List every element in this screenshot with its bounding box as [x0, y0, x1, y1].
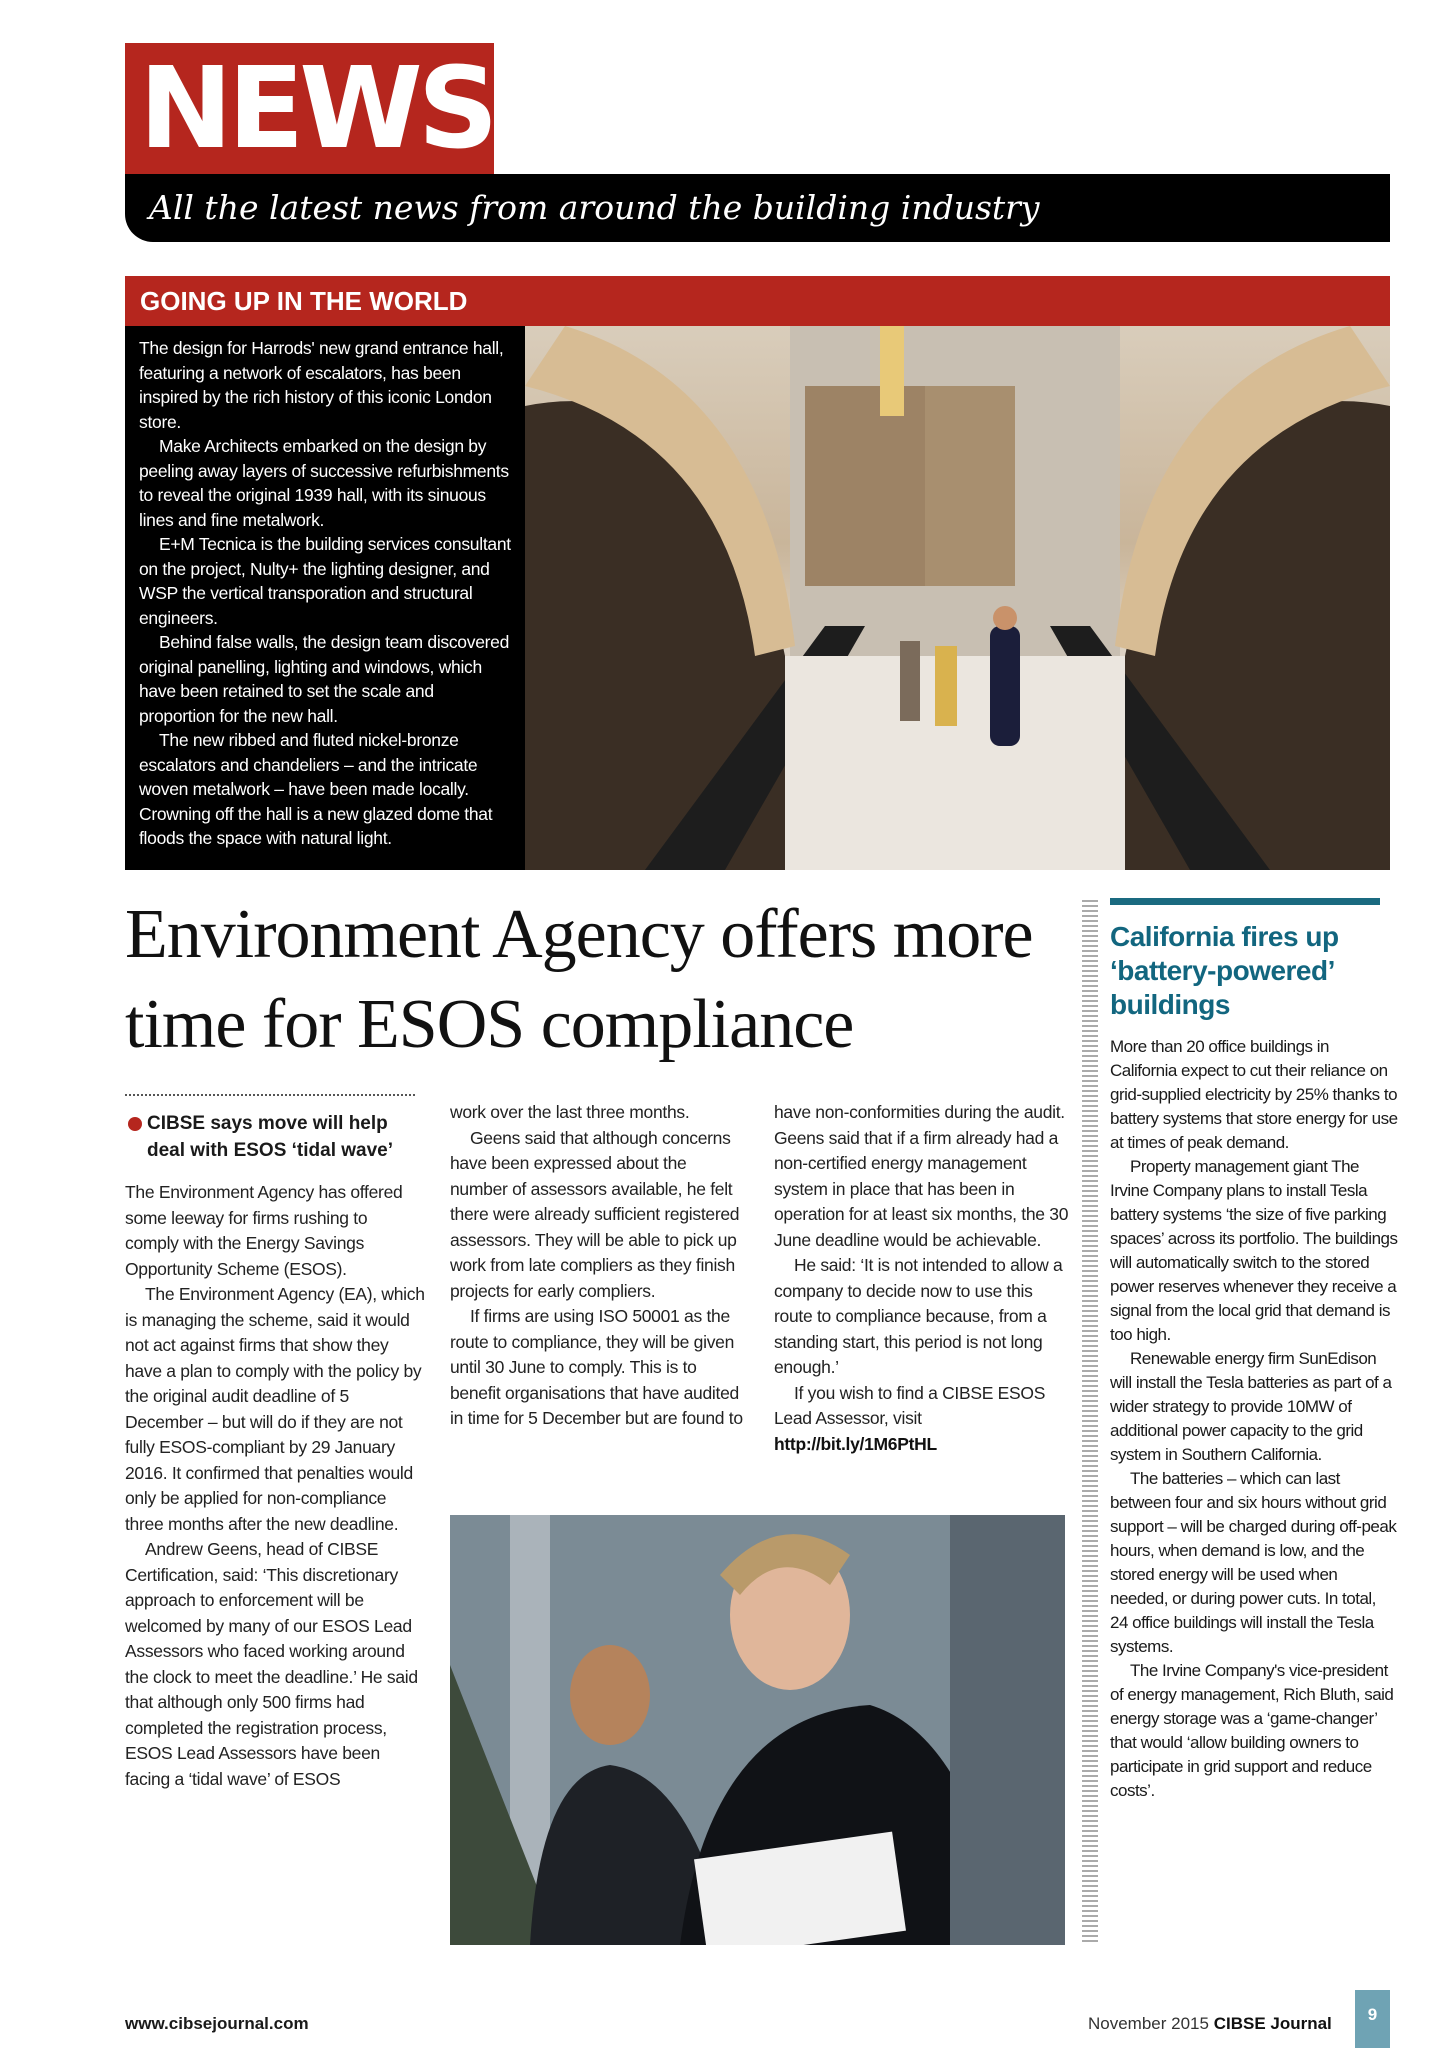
article-column-3 [774, 1100, 1069, 1457]
feature-paragraph: The new ribbed and fluted nickel-bronze escalators and chandeliers – and the intricate woven metalwork – have been made locally. Crowning off the hall is a new glazed dome that floods the space with natural light. [139, 730, 493, 848]
side-article-rule [1110, 898, 1380, 905]
article-paragraph: Geens said that although concerns have been expressed about the number of assessors available, he felt there were already sufficient registered assessors. They will be able to pick up work from late compliers as they finish projects for early compliers. [450, 1127, 740, 1301]
journal-name: CIBSE Journal [1213, 2014, 1332, 2033]
side-paragraph: Property management giant The Irvine Company plans to install Tesla battery systems ‘the size of five parking spaces’ across its portfolio. The buildings will automatically switch to the stored power reserves whenever they receive a signal from the local grid that demand is too high. [1110, 1157, 1398, 1344]
side-paragraph: More than 20 office buildings in California expect to cut their reliance on grid-supplied electricity by 25% thanks to battery systems that store energy for use at times of peak demand. [1110, 1037, 1398, 1152]
article-headline: Environment Agency offers more time for ESOS compliance [125, 896, 1033, 1063]
feature-paragraph: Make Architects embarked on the design by peeling away layers of successive refurbishments to reveal the original 1939 hall, with its sinuous lines and fine metalwork. [139, 436, 509, 530]
assessors-photo [450, 1515, 1065, 1945]
bullet-icon [128, 1117, 142, 1131]
harrods-hall-image [525, 326, 1390, 870]
article-paragraph: He said: ‘It is not intended to allow a company to decide now to use this route to compliance because, from a standing start, this period is not long enough.’ [774, 1255, 1063, 1377]
section-tagline: All the latest news from around the building industry [125, 174, 1390, 242]
issue-date: November 2015 [1088, 2014, 1209, 2033]
assessor-link[interactable]: http://bit.ly/1M6PtHL [774, 1433, 937, 1454]
feature-paragraph: The design for Harrods' new grand entrance hall, featuring a network of escalators, has been inspired by the rich history of this iconic London store. [139, 338, 504, 432]
article-column-1 [125, 1180, 425, 1792]
feature-paragraph: E+M Tecnica is the building services consultant on the project, Nulty+ the lighting designer, and WSP the vertical transporation and structural engineers. [139, 534, 511, 628]
side-paragraph: The Irvine Company's vice-president of energy management, Rich Bluth, said energy storage was a ‘game-changer’ that would ‘allow building owners to participate in grid support and reduce costs’. [1110, 1661, 1394, 1800]
footer-url[interactable]: www.cibsejournal.com [125, 2014, 309, 2033]
article-paragraph: If firms are using ISO 50001 as the route to compliance, they will be given until 30 June to comply. This is to benefit organisations that have audited in time for 5 December but are found to [450, 1306, 743, 1428]
side-paragraph: The batteries – which can last between four and six hours without grid support – will be charged during off-peak hours, when demand is low, and the stored energy will be used when needed, or during power cuts. In total, 24 office buildings will install the Tesla systems. [1110, 1469, 1397, 1656]
article-paragraph: The Environment Agency has offered some leeway for firms rushing to comply with the Energy Savings Opportunity Scheme (ESOS). [125, 1182, 403, 1279]
article-paragraph: Andrew Geens, head of CIBSE Certification, said: ‘This discretionary approach to enforcement will be welcomed by many of our ESOS Lead Assessors who faced working around the clock to meet the deadline.’ He said that although only 500 firms had completed the registration process, ESOS Lead Assessors have been facing a ‘tidal wave’ of ESOS [125, 1539, 418, 1789]
feature-title: GOING UP IN THE WORLD [125, 276, 1390, 326]
article-paragraph: have non-conformities during the audit. Geens said that if a firm already had a non-certified energy management system in place that has been in operation for at least six months, the 30 June deadline would be achievable. [774, 1102, 1069, 1250]
article-column-2 [450, 1100, 745, 1432]
feature-paragraph: Behind false walls, the design team discovered original panelling, lighting and windows, which have been retained to set the scale and proportion for the new hall. [139, 632, 510, 726]
page-number: 9 [1355, 1990, 1390, 2048]
standfirst-text: CIBSE says move will help deal with ESOS ‘tidal wave’ [147, 1113, 394, 1161]
side-paragraph: Renewable energy firm SunEdison will install the Tesla batteries as part of a wider strategy to provide 10MW of additional power capacity to the grid system in Southern California. [1110, 1349, 1392, 1464]
feature-text [125, 326, 525, 870]
side-article-body [1110, 1035, 1398, 1803]
column-divider [1082, 900, 1098, 1945]
article-paragraph: If you wish to find a CIBSE ESOS Lead Assessor, visit [774, 1382, 1046, 1428]
side-article-headline: California fires up ‘battery-powered’ buildings [1110, 921, 1339, 1020]
article-paragraph: work over the last three months. [450, 1102, 690, 1122]
section-title: NEWS [125, 43, 494, 175]
article-standfirst [125, 1110, 415, 1164]
article-paragraph: The Environment Agency (EA), which is managing the scheme, said it would not act against firms that show they have a plan to comply with the policy by the original audit deadline of 5 December – but will do if they are not fully ESOS-compliant by 29 January 2016. It confirmed that penalties would only be applied for non-compliance three months after the new deadline. [125, 1284, 425, 1534]
divider [125, 1094, 415, 1096]
footer-issue [1088, 2014, 1332, 2034]
